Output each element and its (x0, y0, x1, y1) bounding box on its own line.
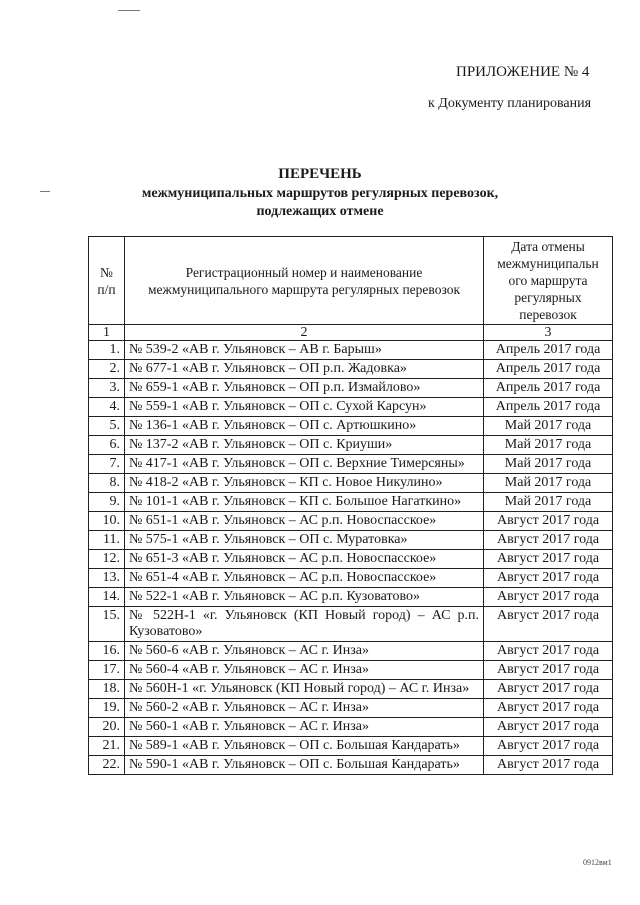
routes-table (88, 236, 613, 775)
column-index-row (89, 325, 613, 341)
route-name: № 659-1 «АВ г. Ульяновск – ОП р.п. Измайлово» (124, 379, 483, 398)
cancel-date: Август 2017 года (484, 699, 613, 718)
cancel-date: Август 2017 года (484, 512, 613, 531)
cancel-date: Май 2017 года (484, 474, 613, 493)
row-number: 19. (89, 699, 125, 718)
cancel-date: Апрель 2017 года (484, 379, 613, 398)
table-row (89, 718, 613, 737)
table-row (89, 474, 613, 493)
route-name: № 651-4 «АВ г. Ульяновск – АС р.п. Новоспасское» (124, 569, 483, 588)
table-row (89, 737, 613, 756)
route-name: № 539-2 «АВ г. Ульяновск – АВ г. Барыш» (124, 341, 483, 360)
route-name: № 522Н-1 «г. Ульяновск (КП Новый город) – АС р.п. Кузоватово» (124, 607, 483, 642)
column-index: 3 (484, 325, 613, 341)
table-row (89, 455, 613, 474)
table-row (89, 531, 613, 550)
cancel-date: Апрель 2017 года (484, 398, 613, 417)
route-name: № 137-2 «АВ г. Ульяновск – ОП с. Криуши» (124, 436, 483, 455)
route-name: № 590-1 «АВ г. Ульяновск – ОП с. Большая Кандарать» (124, 756, 483, 775)
row-number: 14. (89, 588, 125, 607)
row-number: 7. (89, 455, 125, 474)
route-name: № 560Н-1 «г. Ульяновск (КП Новый город) – АС г. Инза» (124, 680, 483, 699)
route-name: № 418-2 «АВ г. Ульяновск – КП с. Новое Никулино» (124, 474, 483, 493)
row-number: 2. (89, 360, 125, 379)
table-row (89, 699, 613, 718)
cancel-date: Август 2017 года (484, 756, 613, 775)
cancel-date: Август 2017 года (484, 661, 613, 680)
scan-artifact (118, 10, 140, 11)
table-row (89, 661, 613, 680)
cancel-date: Август 2017 года (484, 569, 613, 588)
row-number: 8. (89, 474, 125, 493)
row-number: 12. (89, 550, 125, 569)
cancel-date: Апрель 2017 года (484, 360, 613, 379)
cancel-date: Август 2017 года (484, 718, 613, 737)
row-number: 4. (89, 398, 125, 417)
cancel-date: Август 2017 года (484, 588, 613, 607)
row-number: 10. (89, 512, 125, 531)
column-header-number: № п/п (89, 237, 125, 325)
cancel-date: Май 2017 года (484, 455, 613, 474)
table-row (89, 417, 613, 436)
row-number: 20. (89, 718, 125, 737)
cancel-date: Август 2017 года (484, 680, 613, 699)
annex-subtitle: к Документу планирования (428, 96, 592, 111)
document-title: ПЕРЕЧЕНЬ (278, 166, 362, 182)
row-number: 15. (89, 607, 125, 642)
column-index: 2 (124, 325, 483, 341)
route-name: № 589-1 «АВ г. Ульяновск – ОП с. Большая Кандарать» (124, 737, 483, 756)
route-name: № 101-1 «АВ г. Ульяновск – КП с. Большое Нагаткино» (124, 493, 483, 512)
table-row (89, 512, 613, 531)
route-name: № 559-1 «АВ г. Ульяновск – ОП с. Сухой Карсун» (124, 398, 483, 417)
cancel-date: Август 2017 года (484, 607, 613, 642)
table-row (89, 436, 613, 455)
footer-code: 0912вм1 (583, 858, 612, 867)
row-number: 6. (89, 436, 125, 455)
route-name: № 677-1 «АВ г. Ульяновск – ОП р.п. Жадовка» (124, 360, 483, 379)
table-row (89, 569, 613, 588)
route-name: № 522-1 «АВ г. Ульяновск – АС р.п. Кузоватово» (124, 588, 483, 607)
row-number: 18. (89, 680, 125, 699)
table-header-row (89, 237, 613, 325)
route-name: № 417-1 «АВ г. Ульяновск – ОП с. Верхние Тимерсяны» (124, 455, 483, 474)
table-row (89, 588, 613, 607)
row-number: 11. (89, 531, 125, 550)
route-name: № 560-1 «АВ г. Ульяновск – АС г. Инза» (124, 718, 483, 737)
row-number: 3. (89, 379, 125, 398)
row-number: 17. (89, 661, 125, 680)
table-row (89, 341, 613, 360)
cancel-date: Август 2017 года (484, 550, 613, 569)
table-row (89, 493, 613, 512)
cancel-date: Апрель 2017 года (484, 341, 613, 360)
table-row (89, 379, 613, 398)
column-header-route: Регистрационный номер и наименование межмуниципального маршрута регулярных перевозок (124, 237, 483, 325)
row-number: 5. (89, 417, 125, 436)
column-index: 1 (89, 325, 125, 341)
cancel-date: Май 2017 года (484, 417, 613, 436)
row-number: 13. (89, 569, 125, 588)
route-name: № 651-1 «АВ г. Ульяновск – АС р.п. Новоспасское» (124, 512, 483, 531)
route-name: № 560-4 «АВ г. Ульяновск – АС г. Инза» (124, 661, 483, 680)
document-subtitle-line1: межмуниципальных маршрутов регулярных перевозок, (141, 186, 499, 201)
route-name: № 575-1 «АВ г. Ульяновск – ОП с. Муратовка» (124, 531, 483, 550)
route-name: № 136-1 «АВ г. Ульяновск – ОП с. Артюшкино» (124, 417, 483, 436)
route-name: № 560-6 «АВ г. Ульяновск – АС г. Инза» (124, 642, 483, 661)
row-number: 16. (89, 642, 125, 661)
table-row (89, 607, 613, 642)
cancel-date: Август 2017 года (484, 642, 613, 661)
table-row (89, 550, 613, 569)
table-row (89, 398, 613, 417)
document-subtitle-line2: подлежащих отмене (256, 204, 384, 219)
route-name: № 651-3 «АВ г. Ульяновск – АС р.п. Новоспасское» (124, 550, 483, 569)
table-row (89, 680, 613, 699)
cancel-date: Август 2017 года (484, 737, 613, 756)
row-number: 9. (89, 493, 125, 512)
route-name: № 560-2 «АВ г. Ульяновск – АС г. Инза» (124, 699, 483, 718)
annex-label: ПРИЛОЖЕНИЕ № 4 (456, 64, 590, 80)
row-number: 21. (89, 737, 125, 756)
row-number: 1. (89, 341, 125, 360)
table-row (89, 642, 613, 661)
column-header-date: Дата отмены межмуниципальн ого маршрута регулярных перевозок (484, 237, 613, 325)
row-number: 22. (89, 756, 125, 775)
cancel-date: Август 2017 года (484, 531, 613, 550)
table-row (89, 756, 613, 775)
table-row (89, 360, 613, 379)
cancel-date: Май 2017 года (484, 436, 613, 455)
cancel-date: Май 2017 года (484, 493, 613, 512)
